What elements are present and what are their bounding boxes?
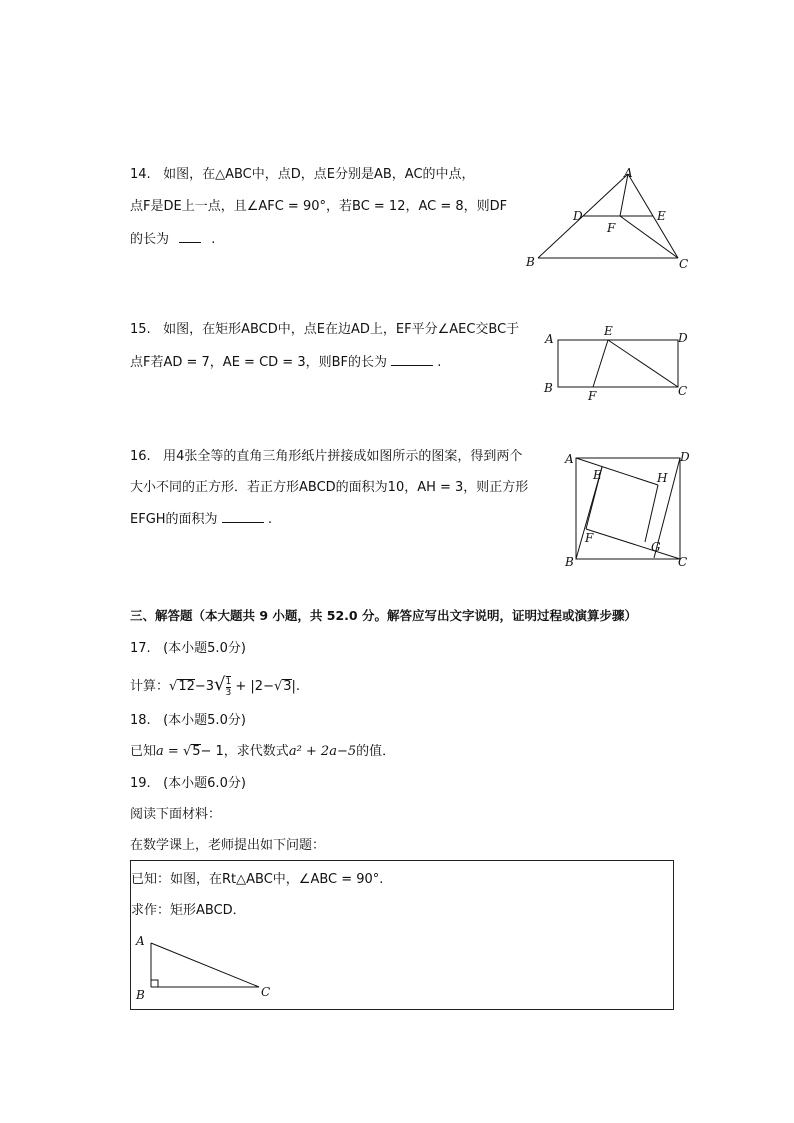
q16-line2: 大小不同的正方形．若正方形ABCD的面积为10，AH = 3，则正方形: [130, 480, 529, 495]
q17-frac-num: 1: [225, 676, 232, 687]
q17-sqrt-frac-icon: √: [214, 674, 226, 695]
q17-number: 17.: [130, 641, 151, 656]
q19-box-line1: 已知：如图，在Rt△ABC中，∠ABC = 90°.: [131, 872, 384, 887]
q14-number: 14.: [130, 167, 151, 182]
q19-label-c: C: [261, 985, 271, 999]
q17-score: (本小题5.0分): [163, 641, 246, 656]
q14-label-c: C: [679, 257, 689, 271]
q17-sqrt12: 12: [178, 679, 195, 694]
q15-edge-ef: [593, 340, 608, 387]
q15-label-b: B: [544, 381, 553, 395]
q16-text-3: EFGH的面积为: [130, 512, 218, 527]
q14-figure: [518, 164, 698, 274]
q17-minus3: −3: [194, 679, 215, 694]
section3-heading: 三、解答题（本大题共 9 小题，共 52.0 分。解答应写出文字说明，证明过程或演算步骤）: [130, 608, 637, 623]
q16-label-f: F: [585, 531, 594, 545]
q15-label-f: F: [588, 389, 597, 403]
q17-frac-den: 3: [225, 687, 232, 698]
q15-answer-blank[interactable]: [391, 353, 433, 366]
q19-problem-box: [130, 860, 674, 1010]
q14-text-1: 如图，在△ABC中，点D，点E分别是AB，AC的中点，: [163, 167, 475, 182]
q15-label-d: D: [678, 331, 688, 345]
q14-line3: [130, 230, 215, 249]
q16-label-h: H: [657, 471, 668, 485]
q18-minus1: − 1，求代数式: [200, 744, 289, 759]
q17-calc-prefix: 计算：: [130, 679, 170, 694]
q16-figure: [560, 445, 695, 571]
q18-text: [130, 743, 395, 761]
q18-prefix: 已知: [130, 744, 157, 759]
q16-line-cf: [586, 529, 680, 559]
q17-fraction: [226, 676, 232, 698]
q16-label-c: C: [678, 555, 688, 569]
q18-sqrt-icon: √: [182, 744, 192, 759]
q16-text-end: .: [267, 512, 272, 527]
q15-label-c: C: [678, 384, 688, 398]
q16-line3: [130, 510, 272, 529]
q16-label-e: E: [593, 468, 602, 482]
q16-label-d: D: [680, 450, 690, 464]
q16-label-b: B: [565, 555, 574, 569]
q15-line2: [130, 353, 441, 372]
q15-edge-ec: [608, 340, 678, 387]
q17-sqrt-icon: √: [169, 679, 178, 694]
q19-edge-ac: [151, 943, 259, 987]
q18-suffix: 的值．: [356, 744, 396, 759]
q16-line-ah: [576, 458, 658, 485]
q15-number: 15.: [130, 322, 151, 337]
q17-sqrt3-icon: √: [273, 679, 283, 694]
q14-text-3: 的长为: [130, 232, 170, 247]
q15-text-end: .: [437, 355, 442, 370]
q16-text-1: 用4张全等的直角三角形纸片拼接成如图所示的图案，得到两个: [163, 449, 523, 464]
q14-line2: 点F是DE上一点，且∠AFC = 90°，若BC = 12，AC = 8，则DF: [130, 199, 508, 214]
q19-score: (本小题6.0分): [163, 776, 246, 791]
q19-header: [130, 775, 246, 793]
q19-box-line2: 求作：矩形ABCD．: [131, 903, 246, 918]
q15-text-2: 点F若AD = 7，AE = CD = 3，则BF的长为: [130, 355, 387, 370]
q14-edge-fc: [620, 216, 678, 258]
q15-line1: [130, 321, 519, 339]
q16-line1: [130, 448, 522, 466]
q14-label-f: F: [607, 221, 616, 235]
q18-sqrt5: 5: [192, 744, 201, 759]
q17-sqrt3: 3: [283, 679, 292, 694]
q15-figure: [540, 322, 700, 404]
q15-label-e: E: [604, 324, 613, 338]
q18-expr: a² + 2a−5: [288, 744, 357, 759]
q15-text-1: 如图，在矩形ABCD中，点E在边AD上，EF平分∠AEC交BC于: [163, 322, 520, 337]
q18-score: (本小题5.0分): [163, 713, 246, 728]
q16-edge-hg: [645, 485, 658, 542]
q18-number: 18.: [130, 713, 151, 728]
q14-label-a: A: [624, 166, 633, 180]
q18-a-eq: a =: [156, 744, 183, 759]
q19-label-a: A: [136, 934, 145, 948]
q16-label-g: G: [651, 540, 661, 554]
q16-label-a: A: [565, 452, 574, 466]
q17-abs-a: + |2−: [235, 679, 274, 694]
q17-header: [130, 640, 246, 658]
q14-answer-blank[interactable]: [179, 230, 201, 243]
q14-label-b: B: [526, 255, 535, 269]
q14-text-end: .: [211, 232, 216, 247]
q16-number: 16.: [130, 449, 151, 464]
q17-expression: [130, 674, 300, 698]
q19-label-b: B: [136, 988, 145, 1002]
q19-intro1: 阅读下面材料：: [130, 807, 222, 822]
q19-right-angle-mark: [151, 980, 158, 987]
q17-abs-b: |.: [291, 679, 301, 694]
q18-header: [130, 712, 246, 730]
q14-line1: [130, 166, 475, 184]
q14-label-e: E: [657, 209, 666, 223]
q16-answer-blank[interactable]: [222, 510, 264, 523]
q19-number: 19.: [130, 776, 151, 791]
q15-label-a: A: [545, 332, 554, 346]
q19-intro2: 在数学课上，老师提出如下问题：: [130, 838, 326, 853]
q14-label-d: D: [573, 209, 583, 223]
q19-figure: [131, 929, 291, 1005]
